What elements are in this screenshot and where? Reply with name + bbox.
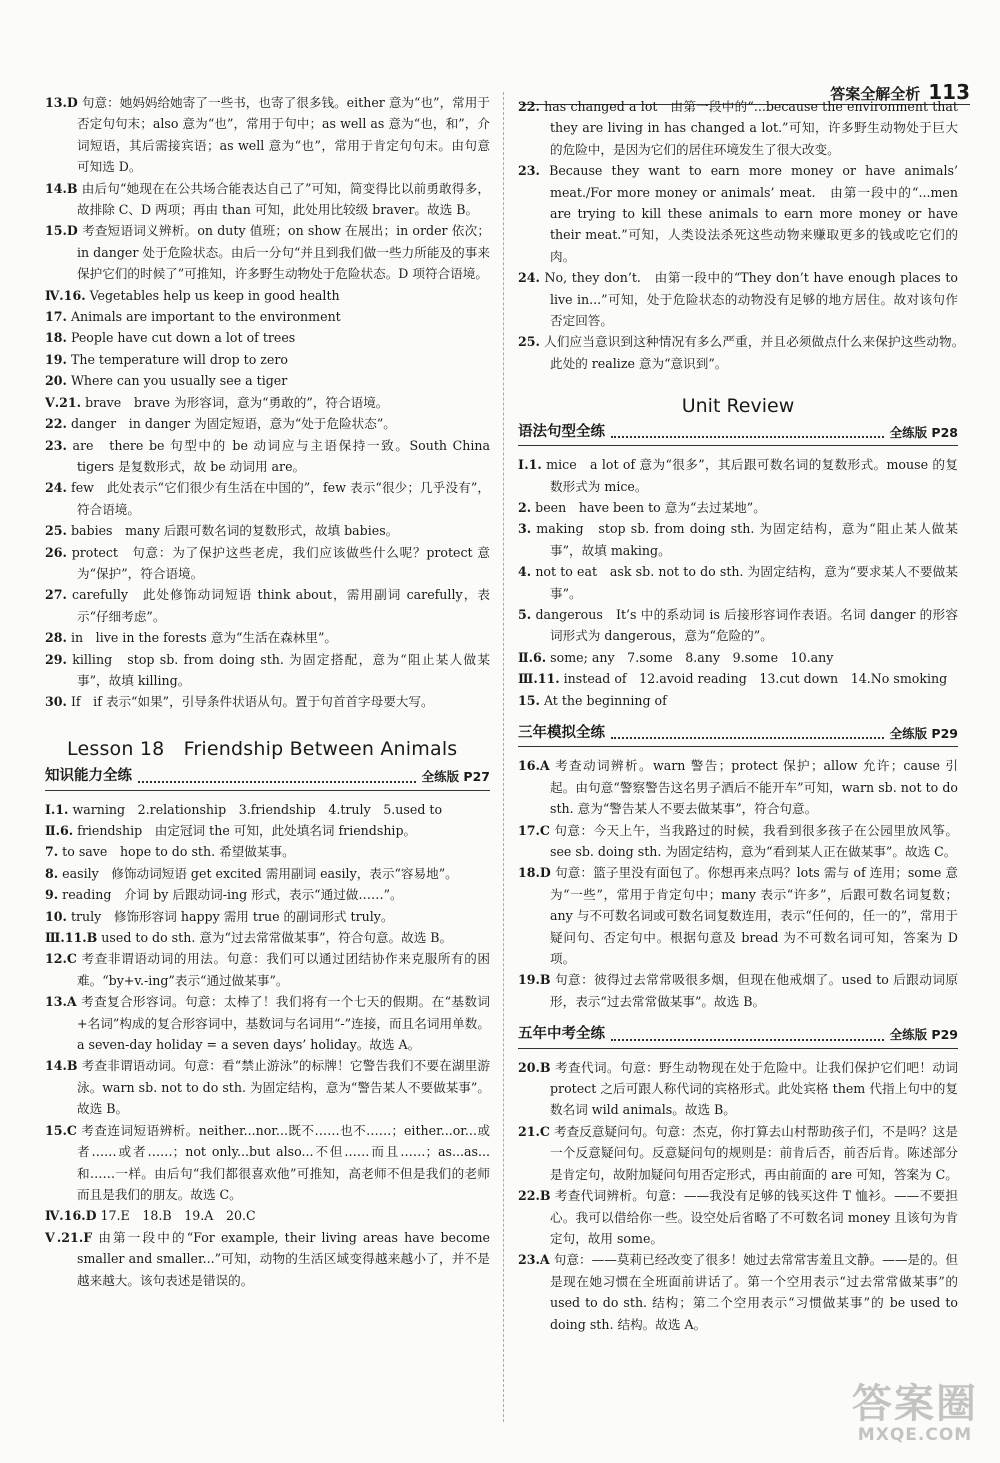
answer-item [518, 454, 958, 497]
answer-text: 句意：篮子里没有面包了。你想再来点吗？lots 需与 of 连用；some 意为“一些”，常用于肯定句中；many 表示“许多”，后跟可数名词复数；any 与不可数名词或可数名词复数连用，表示“任何的，任一的”，常用于疑问句、否定句中。根据句意及 bread 为不可数名词可知，答案为 D 项。 [550, 865, 958, 967]
answer-item [45, 413, 490, 434]
answer-number: 22. [518, 99, 540, 114]
answer-text: 考查非谓语动词。句意：看“禁止游泳”的标牌！它警告我们不要在湖里游泳。warn sb. not to do sth. 为固定结构，意为“警告某人不要做某事”。故选 B。 [77, 1058, 490, 1117]
answer-number: Ⅲ.11.B [45, 930, 98, 946]
section-heading [518, 422, 958, 446]
answer-number: 14.B [45, 1058, 78, 1074]
answer-number: 23. [45, 437, 67, 453]
answer-item [518, 668, 958, 689]
answer-number: Ⅳ.16.D [45, 1208, 97, 1224]
answer-text: warning 2.relationship 3.friendship 4.truly 5.used to [72, 801, 443, 817]
answer-item [45, 906, 490, 927]
answer-text: danger in danger 为固定短语，意为“处于危险状态”。 [70, 416, 396, 432]
answer-text: protect 句意：为了保护这些老虎，我们应该做些什么呢？protect 意为“保护”，符合语境。 [71, 544, 490, 581]
answer-item [45, 178, 490, 221]
answer-item [518, 331, 971, 374]
answer-number: 3. [518, 521, 532, 537]
column-divider [503, 92, 504, 1422]
answer-item [45, 691, 490, 712]
answer-text: been have been to 意为“去过某地”。 [535, 499, 766, 515]
answer-number: 7. [45, 844, 59, 860]
answer-item [45, 584, 490, 627]
answer-list [518, 755, 958, 1012]
answer-number: 18.D [518, 865, 551, 881]
answer-text: killing stop sb. from doing sth. 为固定搭配，意为“阻止某人做某事”，故填 killing。 [72, 651, 490, 688]
answer-text: 17.E 18.B 19.A 20.C [100, 1208, 256, 1224]
answer-text: truly 修饰形容词 happy 需用 true 的副词形式 truly。 [70, 908, 394, 924]
answer-item [518, 755, 958, 819]
answer-text: brave brave 为形容词，意为“勇敢的”，符合语境。 [85, 394, 389, 410]
section-title: 知识能力全练 [45, 768, 132, 785]
answer-number: 2. [518, 499, 532, 515]
answer-number: 24. [45, 480, 67, 496]
answer-item [518, 518, 958, 561]
dotted-leader [611, 436, 884, 438]
answer-number: Ⅴ.21. [45, 394, 82, 410]
answer-list [518, 1057, 958, 1335]
answer-number: 9. [45, 887, 59, 903]
answer-item [45, 820, 490, 841]
right-column [518, 96, 971, 1335]
answer-item [45, 92, 490, 178]
answer-list [45, 799, 490, 1291]
answer-item [45, 542, 490, 585]
section-title: 三年模拟全练 [518, 724, 605, 741]
answer-number: 20. [45, 373, 67, 389]
answer-text: instead of 12.avoid reading 13.cut down 14.No smoking [563, 671, 948, 687]
answer-number: 25. [45, 523, 67, 539]
section-heading [518, 723, 958, 747]
answer-item [45, 1227, 490, 1291]
answer-text: friendship 由定冠词 the 可知，此处填名词 friendship。 [77, 823, 417, 838]
answer-item [45, 649, 490, 692]
answer-text: 句意：她妈妈给她寄了一些书，也寄了很多钱。either 意为“也”，常用于否定句句末；also 意为“也”，常用于句中；as well as 意为“也，和”，介词短语，其后需接宾语；as well 意为“也”，常用于肯定句句末。由句意可知选 D。 [77, 95, 490, 175]
answer-text: 句意：彼得过去常常吸很多烟，但现在他戒烟了。used to 后跟动词原形，表示“过去常常做某事”。故选 B。 [550, 972, 958, 1009]
answer-number: 17.C [518, 822, 550, 838]
answer-number: 16.A [518, 758, 550, 774]
answer-text: 考查代词。句意：野生动物现在处于危险中。让我们保护它们吧！动词 protect 之后可跟人称代词的宾格形式。此处宾格 them 代指上句中的复数名词 wild animals。故选 B。 [550, 1059, 959, 1118]
section-page-ref: 全练版 P27 [421, 769, 490, 785]
answer-item [45, 863, 490, 884]
answer-number: 15.C [45, 1122, 77, 1138]
answer-text: has changed a lot 由第一段中的“...because the environment that they are living in has changed a lot.”可知，许多野生动物处于巨大的危险中，是因为它们的居住环境发生了很大改变。 [544, 99, 958, 157]
answer-text: Where can you usually see a tiger [70, 373, 288, 389]
answer-text: making stop sb. from doing sth. 为固定结构，意为“阻止某人做某事”，故填 making。 [536, 521, 958, 558]
answer-text: 由第一段中的“For example, their living areas have become smaller and smaller...”可知，动物的生活区域变得越来越小了，并不是越来越大。该句表述是错误的。 [77, 1229, 490, 1288]
answer-item [45, 306, 490, 327]
answer-item [518, 497, 958, 518]
answer-text: few 此处表示“它们很少有生活在中国的”，few 表示“很少；几乎没有”，符合语境。 [71, 480, 490, 517]
answer-text: 句意：今天上午，当我路过的时候，我看到很多孩子在公园里放风筝。see sb. doing sth. 为固定结构，意为“看到某人正在做某事”。故选 C。 [550, 822, 958, 859]
answer-number: 23.A [518, 1252, 550, 1268]
answer-text: carefully 此处修饰动词短语 think about，需用副词 carefully，表示“仔细考虑”。 [72, 587, 490, 624]
section-title: 语法句型全练 [518, 423, 605, 440]
answer-text: No, they don’t. 由第一段中的“They don’t have enough places to live in...”可知，处于危险状态的动物没有足够的地方居住。故对该句作否定回答。 [544, 270, 958, 329]
answer-text: are there be 句型中的 be 动词应与主语保持一致。South China tigers 是复数形式，故 be 动词用 are。 [72, 437, 490, 474]
answer-item [45, 392, 490, 413]
section-page-ref: 全练版 P29 [889, 725, 958, 741]
answer-text: 考查代词辨析。句意：——我没有足够的钱买这件 T 恤衫。——不要担心。我可以借给你一些。设空处后省略了不可数名词 money 且该句为肯定句，故用 some。 [550, 1188, 958, 1246]
dotted-leader [611, 737, 884, 739]
answer-number: Ⅲ.11. [518, 671, 560, 687]
watermark-url: MXQE.COM [857, 1425, 973, 1445]
section-heading [518, 1024, 958, 1048]
answer-item [45, 948, 490, 991]
answer-number: Ⅱ.6. [45, 823, 74, 838]
answer-number: 22.B [518, 1188, 551, 1204]
section-page-ref: 全练版 P28 [889, 424, 958, 440]
answer-number: 18. [45, 330, 67, 346]
dotted-leader [611, 1039, 884, 1041]
dotted-leader [138, 781, 416, 783]
answer-text: dangerous It’s 中的系动词 is 后接形容词作表语。名词 danger 的形容词形式为 dangerous，意为“危险的”。 [535, 606, 958, 644]
answer-number: 13.A [45, 994, 77, 1010]
answer-item [45, 285, 490, 306]
answer-item [518, 96, 958, 160]
section-page-ref: 全练版 P29 [889, 1027, 958, 1043]
answer-list [518, 454, 958, 711]
answer-item [518, 1121, 958, 1185]
answer-number: 20.B [518, 1059, 551, 1075]
answer-text: 句意：——莫莉已经改变了很多！她过去常常害羞且文静。——是的。但是现在她习惯在全班面前讲话了。第一个空用表示“过去常常做某事”的 used to do sth. 结构；第二个空用表示“习惯做某事”的 be used to doing sth. 结构。故选 A。 [550, 1252, 958, 1332]
answer-text: 考查非谓语动词的用法。句意：我们可以通过团结协作来克服所有的困难。“by+v.-ing”表示“通过做某事”。 [77, 951, 490, 988]
answer-number: 22. [45, 416, 67, 432]
answer-text: babies many 后跟可数名词的复数形式，故填 babies。 [70, 523, 399, 539]
header-label: 答案全解全析 [830, 85, 921, 103]
answer-number: 30. [45, 694, 67, 710]
answer-item [45, 1205, 490, 1226]
answer-item [518, 647, 958, 668]
answer-number: Ⅰ.1. [45, 801, 69, 817]
answer-item [518, 862, 958, 969]
answer-number: 8. [45, 865, 59, 881]
answer-number: 17. [45, 309, 67, 325]
section-title: 五年中考全练 [518, 1026, 605, 1043]
answer-number: Ⅰ.1. [518, 457, 542, 473]
answer-text: easily 修饰动词短语 get excited 需用副词 easily，表示“容易地”。 [62, 865, 458, 881]
answer-item [45, 370, 490, 391]
answer-item [45, 627, 490, 648]
answer-item [45, 1120, 490, 1206]
answer-number: 28. [45, 630, 67, 646]
answer-text: mice a lot of 意为“很多”，其后跟可数名词的复数形式。mouse 的复数形式为 mice。 [546, 457, 958, 494]
answer-number: 5. [518, 606, 532, 622]
answer-text: 考查连词短语辨析。neither...nor...既不……也不……；either...or...或者……或者……；not only...but also...不但……而且……；as...as...和……一样。由后句“我们都很喜欢他”可推知，高老师不但是我们的老师而且是我们的朋友。故选 C。 [77, 1122, 490, 1202]
answer-item [45, 927, 490, 948]
answer-text: 考查反意疑问句。句意：杰克，你打算去山村帮助孩子们，不是吗？这是一个反意疑问句。反意疑问句的规则是：前肯后否，前否后肯。陈述部分是肯定句，故附加疑问句用否定形式，再由前面的 are 可知，答案为 C。 [550, 1123, 958, 1182]
answer-number: 10. [45, 908, 67, 924]
answer-number: 19. [45, 351, 67, 367]
answer-item [45, 220, 490, 284]
answer-text: reading 介词 by 后跟动词-ing 形式，表示“通过做……”。 [62, 887, 403, 903]
answer-item [518, 1057, 958, 1121]
answer-text: Because they want to earn more money or have animals’ meat./For more money or animals’ meat. 由第一段中的“...men are trying to kill these animals to earn more money or have their meat.”可知，人类设法杀死这些动物来赚取更多的钱或吃它们的肉。 [549, 163, 958, 264]
answer-text: in live in the forests 意为“生活在森林里”。 [70, 630, 337, 646]
answer-number: 19.B [518, 972, 551, 988]
answer-item [518, 820, 958, 863]
answer-number: 24. [518, 270, 540, 286]
answer-item [45, 327, 490, 348]
answer-item [45, 1055, 490, 1119]
answer-item [45, 349, 490, 370]
answer-text: The temperature will drop to zero [70, 351, 288, 367]
answer-number: 4. [518, 564, 532, 580]
answer-item [518, 604, 958, 647]
answer-number: 12.C [45, 951, 77, 967]
unit-title: Unit Review [681, 395, 795, 418]
answer-text: Animals are important to the environment [70, 309, 341, 325]
answer-text: At the beginning of [543, 692, 667, 708]
answer-number: 15.D [45, 223, 78, 239]
answer-number: 26. [45, 544, 67, 560]
answer-item [45, 477, 490, 520]
answer-item [45, 991, 490, 1055]
lesson-title: Lesson 18 Friendship Between Animals [67, 737, 458, 760]
answer-text: Vegetables help us keep in good health [89, 287, 340, 303]
answer-number: 15. [518, 692, 540, 708]
answer-text: 由后句“她现在在公共场合能表达自己了”可知，简变得比以前勇敢得多，故排除 C、D 两项；再由 than 可知，此处用比较级 braver。故选 B。 [77, 180, 490, 218]
answer-text: some; any 7.some 8.any 9.some 10.any [550, 649, 834, 665]
answer-item [45, 884, 490, 905]
answer-item [518, 969, 958, 1012]
answer-item [518, 690, 958, 711]
answer-text: 考查复合形容词。句意：太棒了！我们将有一个七天的假期。在“基数词+名词”构成的复合形容词中，基数词与名词用“-”连接，而且名词用单数。a seven-day holiday = a seven days’ holiday。故选 A。 [77, 994, 490, 1053]
answer-item [45, 520, 490, 541]
answer-number: 23. [518, 163, 540, 179]
answer-text: 考查动词辨析。warn 警告；protect 保护；allow 允许；cause 引起。由句意“警察警告这名男子酒后不能开车”可知，warn sb. not to do sth. 意为“警告某人不要去做某事”，符合句意。 [550, 758, 958, 817]
answer-number: 14.B [45, 180, 78, 196]
answer-text: not to eat ask sb. not to do sth. 为固定结构，意为“要求某人不要做某事”。 [535, 564, 958, 601]
answer-item [518, 1185, 958, 1249]
answer-text: used to do sth. 意为“过去常常做某事”，符合句意。故选 B。 [101, 930, 453, 946]
answer-item [518, 160, 958, 267]
answer-item [45, 799, 490, 820]
watermark-logo: 答案圈 [852, 1381, 978, 1427]
answer-number: 13.D [45, 95, 78, 110]
answer-list [518, 96, 971, 374]
answer-number: 25. [518, 334, 540, 350]
answer-number: Ⅳ.16. [45, 287, 86, 303]
answer-number: Ⅱ.6. [518, 649, 547, 665]
answer-text: People have cut down a lot of trees [70, 330, 296, 346]
answer-item [518, 561, 958, 604]
answer-item [45, 435, 490, 478]
answer-text: 人们应当意识到这种情况有多么严重，并且必须做点什么来保护这些动物。 此处的 realize 意为“意识到”。 [544, 334, 971, 371]
answer-number: 29. [45, 651, 67, 667]
answer-number: Ⅴ.21.F [45, 1229, 93, 1245]
answer-text: If if 表示“如果”，引导条件状语从句。置于句首首字母要大写。 [70, 694, 434, 710]
page-number: 113 [928, 80, 970, 104]
section-heading [45, 766, 490, 790]
answer-item [518, 1249, 958, 1335]
answer-list [45, 92, 490, 713]
answer-number: 21.C [518, 1123, 550, 1139]
answer-item [45, 841, 490, 862]
answer-text: to save hope to do sth. 希望做某事。 [62, 844, 295, 860]
answer-number: 27. [45, 587, 67, 603]
answer-item [518, 267, 958, 331]
left-column [45, 92, 490, 1291]
watermark [852, 1372, 978, 1445]
answer-text: 考查短语词义辨析。on duty 值班；on show 在展出；in order 依次；in danger 处于危险状态。由后一分句“并且到我们做一些力所能及的事来保护它们的时候了”可推知，许多野生动物处于危险状态。D 项符合语境。 [77, 223, 490, 282]
